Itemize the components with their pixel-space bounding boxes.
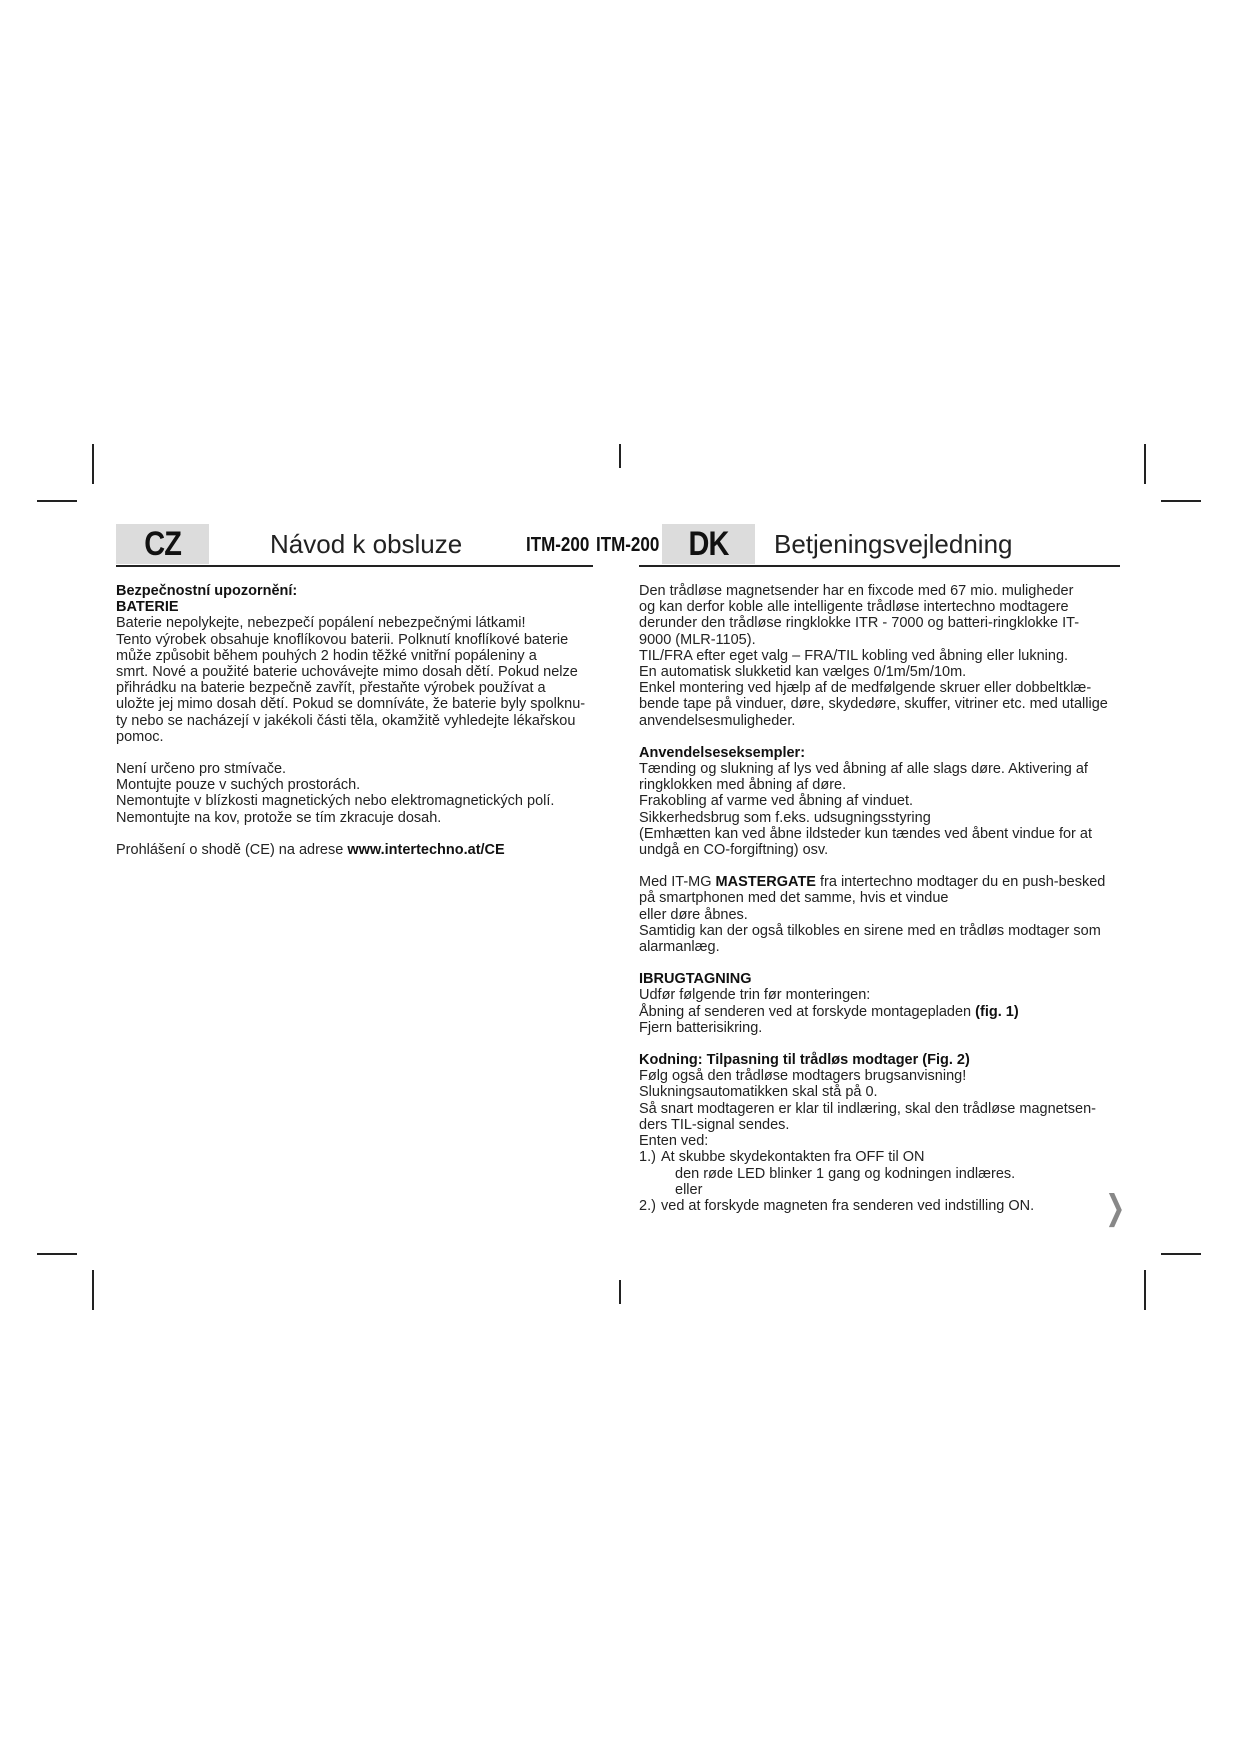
crop-mark-bottom-right [1144, 1270, 1146, 1310]
ce-link[interactable]: www.intertechno.at/CE [347, 841, 505, 858]
step-1-detail: den røde LED blinker 1 gang og kodningen indlæres. [675, 1165, 1016, 1182]
text-line: alarmanlæg. [639, 939, 720, 956]
language-badge-dk [662, 524, 755, 564]
left-page-header [116, 524, 596, 566]
text-line: Den trådløse magnetsender har en fixcode med 67 mio. muligheder [639, 583, 1074, 599]
note-line: Není určeno pro stmívače. [116, 761, 287, 778]
crop-mark-top-left [92, 444, 94, 484]
text-line: Enkel montering ved hjælp af de medfølgende skruer eller dobbeltklæ- [639, 680, 1092, 697]
text-line: bende tape på vinduer, døre, skydedøre, skuffer, vitriner etc. med utallige [639, 696, 1108, 713]
text-line: Udfør følgende trin før monteringen: [639, 987, 871, 1004]
text-line: En automatisk slukketid kan vælges 0/1m/5m/10m. [639, 664, 967, 681]
text-line: undgå en CO-forgiftning) osv. [639, 842, 829, 859]
step-1: 1.) At skubbe skydekontakten fra OFF til ON [639, 1149, 925, 1166]
examples-heading: Anvendelseseksempler: [639, 744, 806, 761]
model-label: ITM-200 [526, 534, 590, 556]
text-line: Så snart modtageren er klar til indlæring, skal den trådløse magnetsen- [639, 1100, 1096, 1117]
battery-heading: BATERIE [116, 599, 179, 616]
text-line: derunder den trådløse ringklokke ITR - 7000 og batteri-ringklokke IT- [639, 615, 1080, 632]
note-line: Montujte pouze v suchých prostorách. [116, 777, 361, 794]
text-line: Samtidig kan der også tilkobles en sirene med en trådløs modtager som [639, 922, 1101, 939]
safety-heading: Bezpečnostní upozornění: [116, 583, 298, 599]
mastergate-name: MASTERGATE [715, 874, 816, 891]
text-line: Baterie nepolykejte, nebezpečí popálení nebezpečnými látkami! [116, 615, 526, 632]
step-number: 1.) [639, 1149, 656, 1166]
text-line: Følg også den trådløse modtagers brugsanvisning! [639, 1068, 967, 1085]
text-line: Slukningsautomatikken skal stå på 0. [639, 1084, 878, 1101]
crop-mark-bottom-left [92, 1270, 94, 1310]
text-line: (Emhætten kan ved åbne ildsteder kun tændes ved åbent vindue for at [639, 825, 1093, 842]
ce-declaration [116, 842, 616, 858]
language-badge-cz [116, 524, 209, 564]
text-line: uložte jej mimo dosah dětí. Pokud se domníváte, že baterie byly spolknu- [116, 696, 586, 713]
text-line: og kan derfor koble alle intelligente trådløse intertechno modtagere [639, 599, 1069, 616]
text-line: eller døre åbnes. [639, 906, 748, 923]
crop-mark-bottom-center [619, 1280, 621, 1304]
left-column [116, 583, 616, 858]
text-line: pomoc. [116, 728, 164, 745]
text-line: TIL/FRA efter eget valg – FRA/TIL kobling ved åbning eller lukning. [639, 647, 1069, 664]
step-number: 2.) [639, 1197, 656, 1214]
step-2: 2.) ved at forskyde magneten fra senderen ved indstilling ON. [639, 1197, 1035, 1214]
page-title: Návod k obsluze [270, 529, 463, 559]
text-line: anvendelsesmuligheder. [639, 712, 796, 729]
crop-mark-top-center [619, 444, 621, 468]
text-line: přihrádku na baterie bezpečně zavřít, přestaňte výrobek používat a [116, 680, 546, 697]
crop-mark-h-top-right [1161, 500, 1201, 502]
text-line: Tento výrobek obsahuje knoflíkovou baterii. Polknutí knoflíkové baterie [116, 631, 569, 648]
crop-mark-h-bottom-right [1161, 1253, 1201, 1255]
header-rule-left [116, 565, 593, 567]
model-label: ITM-200 [596, 534, 660, 556]
setup-heading: IBRUGTAGNING [639, 971, 752, 988]
figure-reference: (fig. 1) [975, 1003, 1019, 1020]
header-rule-right [639, 565, 1120, 567]
page-title: Betjeningsvejledning [774, 529, 1013, 559]
text-line: může způsobit během pouhých 2 hodin těžké vnitřní popáleniny a [116, 647, 537, 664]
text-line: Sikkerhedsbrug som f.eks. udsugningsstyring [639, 809, 931, 826]
right-page-header [596, 524, 1126, 566]
language-code: DK [688, 524, 729, 563]
text-line: Fjern batterisikring. [639, 1019, 763, 1036]
ce-text: Prohlášení o shodě (CE) na adrese [116, 841, 348, 858]
crop-mark-h-bottom-left [37, 1253, 77, 1255]
text-line: Frakobling af varme ved åbning af vinduet. [639, 793, 914, 810]
text-line: ders TIL-signal sendes. [639, 1116, 790, 1133]
step-alternative: eller [675, 1181, 703, 1198]
language-code: CZ [144, 524, 181, 563]
crop-mark-h-top-left [37, 500, 77, 502]
text-line: på smartphonen med det samme, hvis et vindue [639, 890, 949, 907]
crop-mark-top-right [1144, 444, 1146, 484]
right-column [639, 583, 1129, 1214]
note-line: Nemontujte v blízkosti magnetických nebo elektromagnetických polí. [116, 793, 555, 810]
text-line: Enten ved: [639, 1133, 709, 1150]
note-line: Nemontujte na kov, protože se tím zkracuje dosah. [116, 809, 442, 826]
chevron-right-icon[interactable]: ❯ [1105, 1189, 1126, 1227]
text-line: Tænding og slukning af lys ved åbning af alle slags døre. Aktivering af [639, 761, 1088, 778]
text-line: ty nebo se nacházejí v jakékoli části těla, okamžitě vyhledejte lékařskou [116, 712, 576, 729]
mastergate-line: Med IT-MG MASTERGATE fra intertechno modtager du en push-besked [639, 874, 1106, 891]
coding-heading: Kodning: Tilpasning til trådløs modtager (Fig. 2) [639, 1052, 970, 1069]
text-line: ringklokken med åbning af døre. [639, 777, 847, 794]
text-line: Åbning af senderen ved at forskyde montagepladen (fig. 1) [639, 1003, 1019, 1020]
text-line: 9000 (MLR-1105). [639, 631, 756, 648]
text-line: smrt. Nové a použité baterie uchovávejte mimo dosah dětí. Pokud nelze [116, 664, 578, 681]
